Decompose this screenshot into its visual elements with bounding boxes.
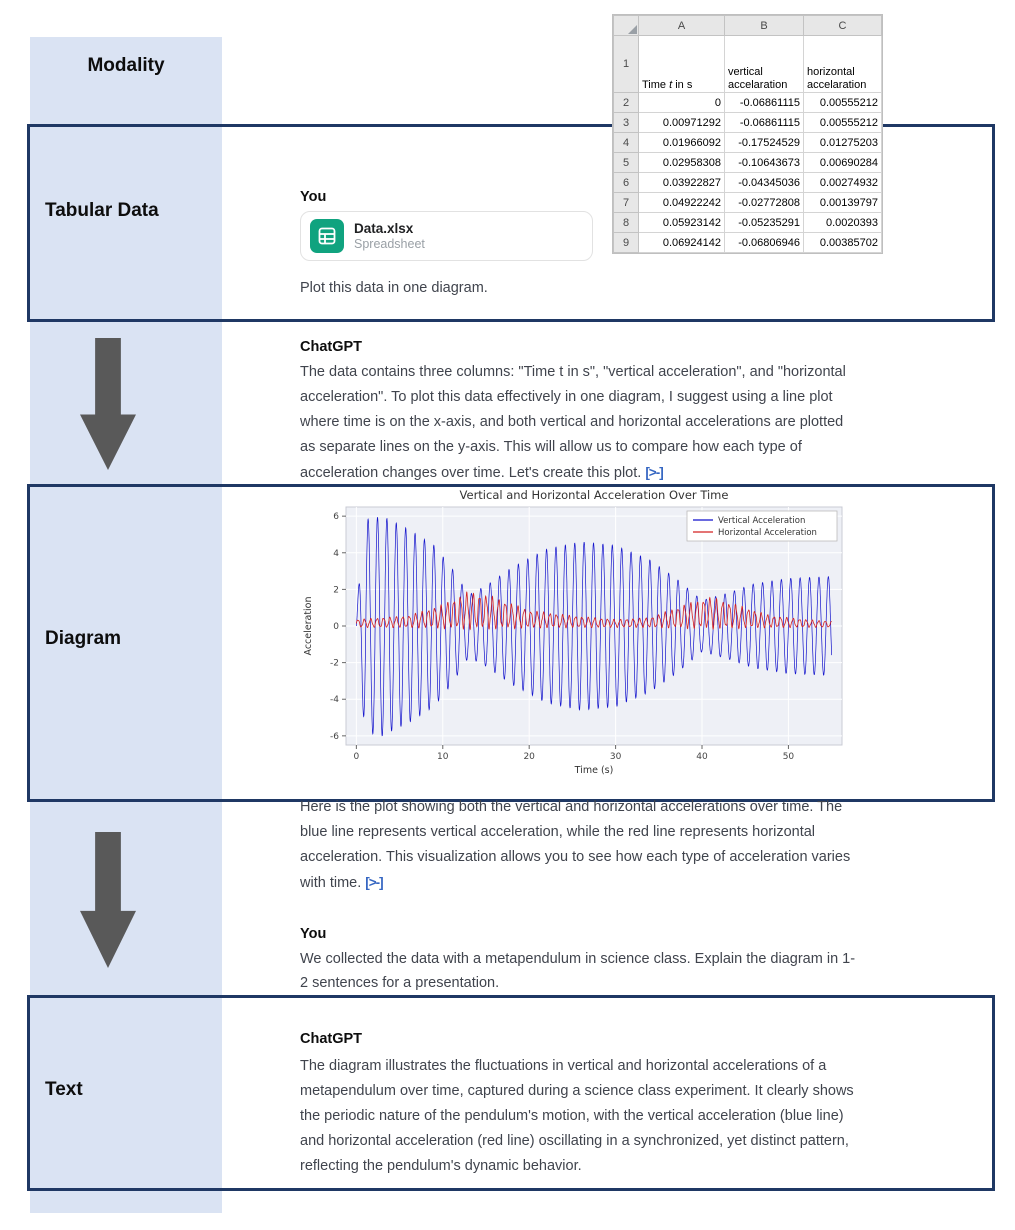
svg-text:20: 20 <box>523 752 535 762</box>
assistant-turn-label: ChatGPT <box>300 339 363 355</box>
modality-header: Modality <box>87 55 165 76</box>
assistant-turn-label: ChatGPT <box>300 1031 363 1047</box>
sheet-cell[interactable]: 0.03922827 <box>639 173 725 193</box>
user-turn-label: You <box>300 926 327 942</box>
svg-text:-4: -4 <box>330 695 339 706</box>
attachment-card[interactable] <box>300 211 593 261</box>
cell-text: in s <box>672 79 693 91</box>
row-number[interactable]: 8 <box>614 213 639 233</box>
column-header-b[interactable]: B <box>725 16 804 36</box>
select-all-corner[interactable] <box>614 16 639 36</box>
sheet-cell[interactable]: -0.02772808 <box>725 193 804 213</box>
acceleration-chart <box>300 487 852 779</box>
select-all-triangle-icon <box>628 25 637 34</box>
svg-text:-2: -2 <box>330 658 339 669</box>
svg-text:50: 50 <box>782 752 795 762</box>
row-number[interactable]: 7 <box>614 193 639 213</box>
sheet-row <box>614 93 882 113</box>
svg-text:Time (s): Time (s) <box>574 765 614 776</box>
sheet-cell[interactable]: 0.00971292 <box>639 113 725 133</box>
svg-text:4: 4 <box>333 548 339 559</box>
svg-text:-6: -6 <box>330 731 339 742</box>
chart-svg <box>300 487 852 779</box>
svg-text:30: 30 <box>609 752 622 762</box>
sheet-cell[interactable]: -0.10643673 <box>725 153 804 173</box>
sheet-cell[interactable]: 0.00385702 <box>804 233 882 253</box>
sheet-header-row <box>614 36 882 93</box>
sheet-cell[interactable]: 0.01966092 <box>639 133 725 153</box>
sheet-cell[interactable]: -0.06861115 <box>725 113 804 133</box>
sheet-cell[interactable]: -0.04345036 <box>725 173 804 193</box>
sheet-cell[interactable]: 0.05923142 <box>639 213 725 233</box>
attachment-kind: Spreadsheet <box>354 237 425 251</box>
spreadsheet <box>612 14 883 254</box>
sheet-row <box>614 133 882 153</box>
sheet-cell[interactable]: 0.06924142 <box>639 233 725 253</box>
sheet-column-header-row <box>614 16 882 36</box>
assistant-message-text: Here is the plot showing both the vertical and horizontal accelerations over time. The blue line represents vertical acceleration, while the red line represents horizontal acceleration. This visualization allows you to see how each type of acceleration varies with time. <box>300 799 851 891</box>
attachment-info <box>354 220 425 252</box>
sheet-cell[interactable]: -0.06861115 <box>725 93 804 113</box>
sheet-cell[interactable]: -0.05235291 <box>725 213 804 233</box>
svg-text:10: 10 <box>437 752 449 762</box>
sheet-cell[interactable] <box>639 36 725 93</box>
svg-text:Horizontal Acceleration: Horizontal Acceleration <box>718 528 817 538</box>
sheet-row <box>614 213 882 233</box>
svg-text:40: 40 <box>696 752 708 762</box>
row-number[interactable]: 2 <box>614 93 639 113</box>
sheet-cell[interactable]: 0.00690284 <box>804 153 882 173</box>
svg-text:Vertical and Horizontal Accele: Vertical and Horizontal Acceleration Over Time <box>459 488 729 502</box>
svg-text:0: 0 <box>333 622 339 632</box>
sheet-cell[interactable]: 0.00555212 <box>804 113 882 133</box>
svg-text:0: 0 <box>353 752 360 762</box>
svg-text:Acceleration: Acceleration <box>303 596 314 656</box>
svg-text:Vertical Acceleration: Vertical Acceleration <box>718 516 806 526</box>
cell-text: Time <box>642 79 670 91</box>
spreadsheet-file-icon <box>310 219 344 253</box>
sheet-row <box>614 153 882 173</box>
sheet-cell[interactable]: -0.17524529 <box>725 133 804 153</box>
user-message: We collected the data with a metapendulum in science class. Explain the diagram in 1-2 sentences for a presentation. <box>300 951 856 991</box>
label-text: Text <box>45 1079 83 1100</box>
label-diagram: Diagram <box>45 628 122 649</box>
sheet-cell[interactable]: 0.0020393 <box>804 213 882 233</box>
row-number[interactable]: 4 <box>614 133 639 153</box>
sheet-cell[interactable]: 0.00139797 <box>804 193 882 213</box>
view-analysis-icon[interactable]: [>-] <box>365 875 383 890</box>
row-number[interactable]: 5 <box>614 153 639 173</box>
sheet-cell[interactable]: horizontal accelaration <box>804 36 882 93</box>
view-analysis-icon[interactable]: [>-] <box>645 465 663 480</box>
sheet-cell[interactable]: -0.06806946 <box>725 233 804 253</box>
assistant-message <box>300 795 851 896</box>
sheet-cell[interactable]: 0.02958308 <box>639 153 725 173</box>
sheet-row <box>614 173 882 193</box>
sheet-cell[interactable]: 0.04922242 <box>639 193 725 213</box>
sheet-cell[interactable]: 0.00274932 <box>804 173 882 193</box>
sheet-row <box>614 193 882 213</box>
column-header-c[interactable]: C <box>804 16 882 36</box>
sheet-cell[interactable]: 0 <box>639 93 725 113</box>
row-number[interactable]: 6 <box>614 173 639 193</box>
assistant-message <box>300 360 849 486</box>
label-tabular-data: Tabular Data <box>45 200 159 221</box>
spreadsheet-table <box>613 15 882 253</box>
sheet-body <box>614 93 882 253</box>
svg-text:2: 2 <box>333 585 339 596</box>
cell-text-italic: t <box>669 79 673 91</box>
user-turn-label: You <box>300 189 327 205</box>
attachment-filename: Data.xlsx <box>354 221 414 236</box>
sheet-row <box>614 113 882 133</box>
sheet-cell[interactable]: 0.01275203 <box>804 133 882 153</box>
row-number[interactable]: 3 <box>614 113 639 133</box>
sheet-cell[interactable]: vertical accelaration <box>725 36 804 93</box>
svg-text:6: 6 <box>333 512 339 523</box>
column-header-a[interactable]: A <box>639 16 725 36</box>
user-message: Plot this data in one diagram. <box>300 280 488 296</box>
sheet-row <box>614 233 882 253</box>
assistant-message: The diagram illustrates the fluctuations in vertical and horizontal accelerations of a metapendulum over time, captured during a science class experiment. It clearly shows the periodic nature of the pendulum's motion, with the vertical acceleration (blue line) and horizontal acceleration (red line) oscillating in a synchronized, yet distinct pattern, reflecting the pendulum's dynamic behavior. <box>300 1058 854 1174</box>
row-number[interactable]: 9 <box>614 233 639 253</box>
row-number[interactable]: 1 <box>614 36 639 93</box>
sheet-cell[interactable]: 0.00555212 <box>804 93 882 113</box>
assistant-message-text: The data contains three columns: "Time t in s", "vertical acceleration", and "horizontal acceleration". To plot this data effectively in one diagram, I suggest using a line plot where time is on the x-axis, and both vertical and horizontal accelerations are plotted as separate lines on the y-axis. This will allow us to compare how each type of acceleration changes over time. Let's create this plot. <box>300 364 846 481</box>
